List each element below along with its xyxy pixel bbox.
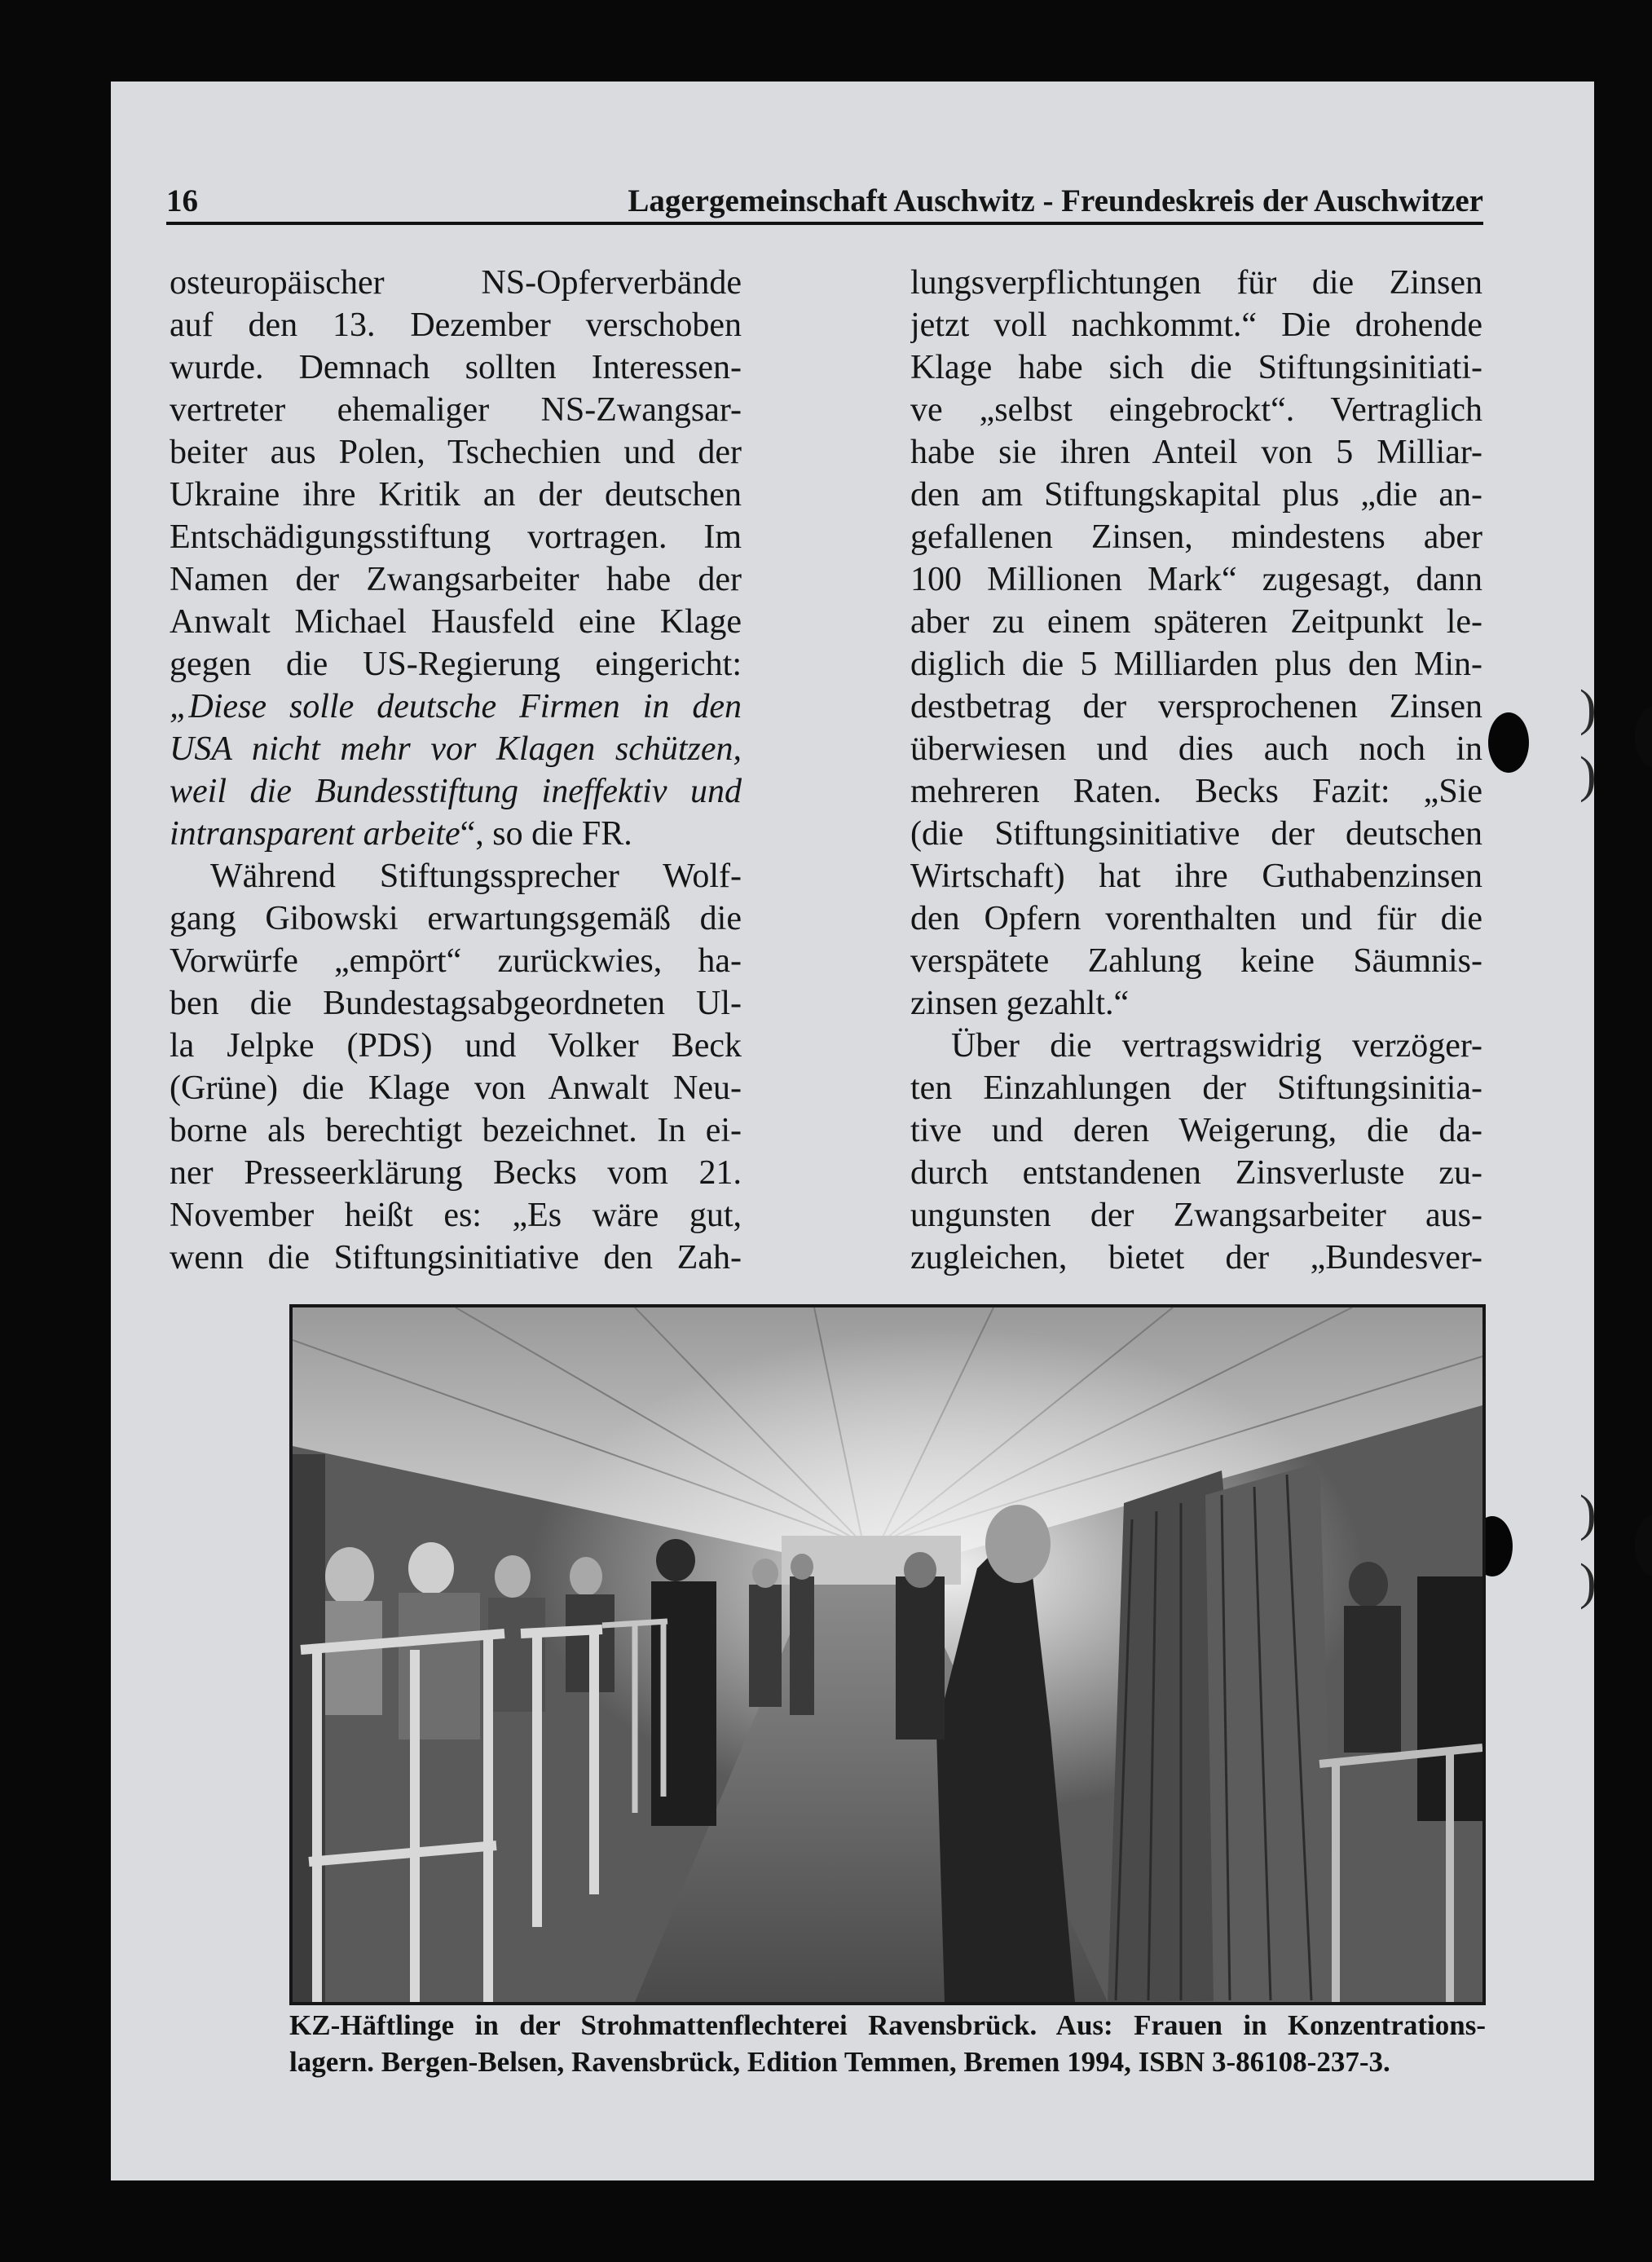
quote-line: „Diese solle deutsche Firmen in den bbox=[170, 688, 742, 725]
binder-hole-upper bbox=[1488, 712, 1529, 773]
caption-line: lagern. Bergen-Belsen, Ravensbrück, Edition Temmen, Bremen 1994, ISBN 3-86108-237-3. bbox=[289, 2046, 1390, 2078]
text-line: habe sie ihren Anteil von 5 Milliar- bbox=[910, 434, 1482, 471]
text-line: Wirtschaft) hat ihre Guthabenzinsen bbox=[910, 858, 1482, 895]
header-rule bbox=[166, 222, 1483, 225]
text-line: Während Stiftungssprecher Wolf- bbox=[210, 858, 742, 895]
quote-end-line bbox=[170, 813, 742, 855]
quote-line: weil die Bundesstiftung ineffektiv und bbox=[170, 773, 742, 810]
text-line: (die Stiftungsinitiative der deutschen bbox=[910, 815, 1482, 853]
text-line: la Jelpke (PDS) und Volker Beck bbox=[170, 1027, 742, 1065]
text-line: Entschädigungsstiftung vortragen. Im bbox=[170, 518, 742, 556]
text-line: borne als berechtigt bezeichnet. In ei- bbox=[170, 1112, 742, 1149]
text-line: vertreter ehemaliger NS-Zwangsar- bbox=[170, 391, 742, 429]
binder-mark: ) bbox=[1579, 1486, 1597, 1541]
text-line: November heißt es: „Es wäre gut, bbox=[170, 1197, 742, 1234]
text-line: verspätete Zahlung keine Säumnis- bbox=[910, 942, 1482, 980]
text-line: 100 Millionen Mark“ zugesagt, dann bbox=[910, 561, 1482, 598]
text-line: überwiesen und dies auch noch in bbox=[910, 730, 1482, 768]
text-line: Namen der Zwangsarbeiter habe der bbox=[170, 561, 742, 598]
text-line: wurde. Demnach sollten Interessen- bbox=[170, 349, 742, 386]
text-line: auf den 13. Dezember verschoben bbox=[170, 306, 742, 344]
text-line: Anwalt Michael Hausfeld eine Klage bbox=[170, 603, 742, 641]
text-line: zinsen gezahlt.“ bbox=[910, 985, 1130, 1022]
text-line: Klage habe sich die Stiftungsinitiati- bbox=[910, 349, 1482, 386]
text-line: ve „selbst eingebrockt“. Vertraglich bbox=[910, 391, 1482, 429]
caption-line: KZ-Häftlinge in der Strohmattenflechterei Ravensbrück. Aus: Frauen in Konzentrations- bbox=[289, 2009, 1486, 2041]
text-line: ten Einzahlungen der Stiftungsinitia- bbox=[910, 1069, 1482, 1107]
historical-photo bbox=[289, 1304, 1486, 2005]
text-line: mehreren Raten. Becks Fazit: „Sie bbox=[910, 773, 1482, 810]
text-line: ungunsten der Zwangsarbeiter aus- bbox=[910, 1197, 1482, 1234]
text-line: aber zu einem späteren Zeitpunkt le- bbox=[910, 603, 1482, 641]
text-line: durch entstandenen Zinsverluste zu- bbox=[910, 1154, 1482, 1192]
photo-illustration bbox=[293, 1307, 1482, 2002]
text-line: tive und deren Weigerung, die da- bbox=[910, 1112, 1482, 1149]
text-line: jetzt voll nachkommt.“ Die drohende bbox=[910, 306, 1482, 344]
text-line: zugleichen, bietet der „Bundesver- bbox=[910, 1239, 1482, 1277]
text-line: (Grüne) die Klage von Anwalt Neu- bbox=[170, 1069, 742, 1107]
photo-caption bbox=[289, 2007, 1486, 2080]
text-column-right bbox=[910, 262, 1482, 1279]
text-line: “, so die FR. bbox=[460, 815, 632, 853]
text-line: ner Presseerklärung Becks vom 21. bbox=[170, 1154, 742, 1192]
text-line: den am Stiftungskapital plus „die an- bbox=[910, 476, 1482, 514]
text-line: den Opfern vorenthalten und für die bbox=[910, 900, 1482, 937]
binder-ring-upper bbox=[1635, 706, 1652, 768]
text-line: osteuropäischer NS-Opferverbände bbox=[170, 264, 742, 302]
quote-line: intransparent arbeite bbox=[170, 815, 460, 853]
quote-line: USA nicht mehr vor Klagen schützen, bbox=[170, 730, 742, 768]
text-line: gefallenen Zinsen, mindestens aber bbox=[910, 518, 1482, 556]
page-number: 16 bbox=[166, 183, 198, 218]
binder-mark: ) bbox=[1579, 747, 1597, 803]
text-line: destbetrag der versprochenen Zinsen bbox=[910, 688, 1482, 725]
text-line: ben die Bundestagsabgeordneten Ul- bbox=[170, 985, 742, 1022]
text-line: lungsverpflichtungen für die Zinsen bbox=[910, 264, 1482, 302]
text-line: diglich die 5 Milliarden plus den Min- bbox=[910, 646, 1482, 683]
text-line: gang Gibowski erwartungsgemäß die bbox=[170, 900, 742, 937]
text-line: Ukraine ihre Kritik an der deutschen bbox=[170, 476, 742, 514]
text-line: Vorwürfe „empört“ zurückwies, ha- bbox=[170, 942, 742, 980]
running-title: Lagergemeinschaft Auschwitz - Freundeskreis der Auschwitzer bbox=[628, 183, 1483, 218]
text-line: beiter aus Polen, Tschechien und der bbox=[170, 434, 742, 471]
text-line: wenn die Stiftungsinitiative den Zah- bbox=[170, 1239, 742, 1277]
running-head bbox=[166, 179, 1483, 222]
text-column-left bbox=[170, 262, 742, 1279]
binder-ring-lower bbox=[1635, 1515, 1652, 1576]
text-line: gegen die US-Regierung eingericht: bbox=[170, 646, 742, 683]
text-line: Über die vertragswidrig verzöger- bbox=[951, 1027, 1482, 1065]
binder-mark: ) bbox=[1579, 1554, 1597, 1610]
binder-mark: ) bbox=[1579, 681, 1597, 736]
